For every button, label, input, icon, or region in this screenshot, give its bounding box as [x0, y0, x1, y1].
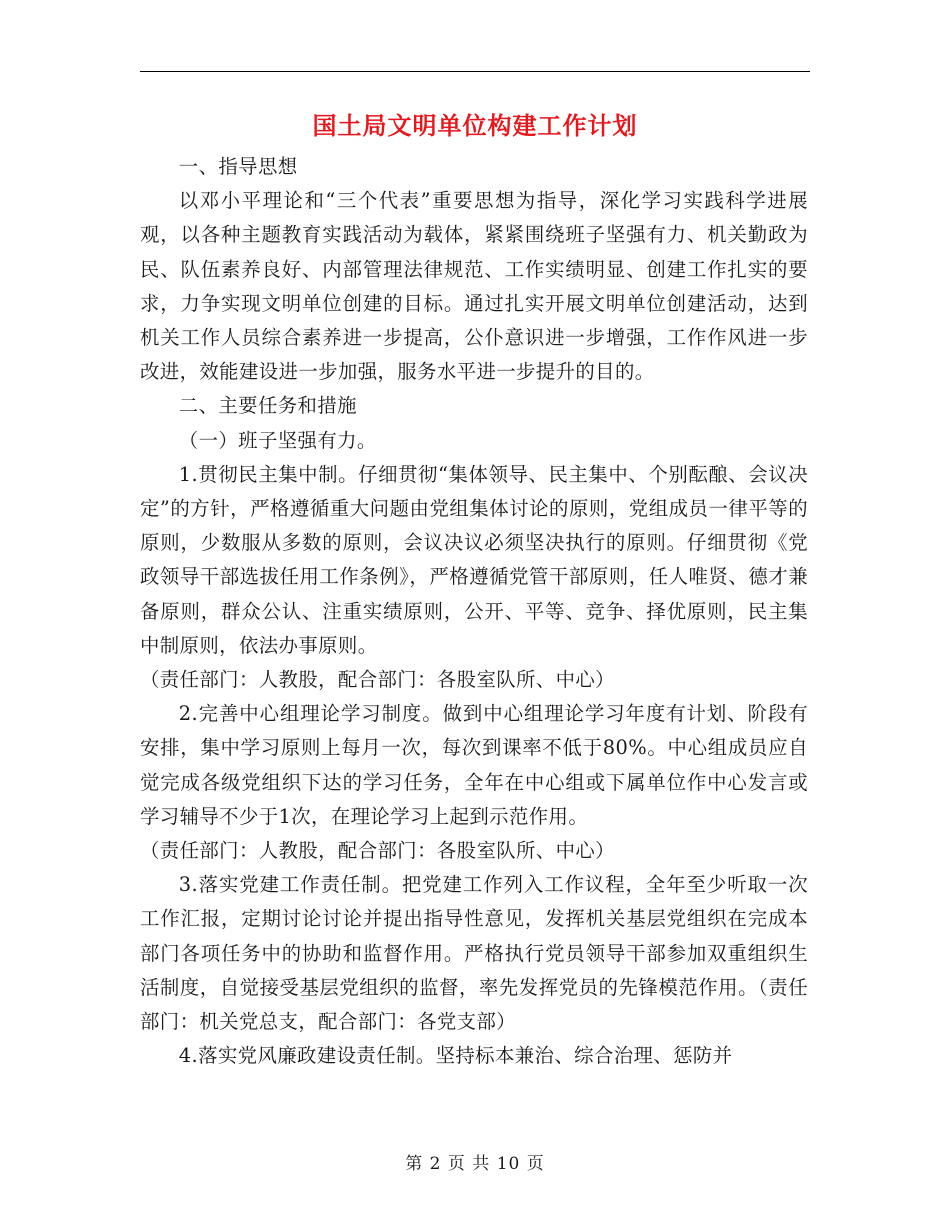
- paragraph-item-1: 1.贯彻民主集中制。仔细贯彻“集体领导、民主集中、个别酝酿、会议决定”的方针，严格遵循重大问题由党组集体讨论的原则，党组成员一律平等的原则，少数服从多数的原则，会议决议必须坚决执行的原则。仔细贯彻《党政领导干部选拔任用工作条例》，严格遵循党管干部原则，任人唯贤、德才兼备原则，群众公认、注重实绩原则，公开、平等、竞争、择优原则，民主集中制原则，依法办事原则。: [140, 462, 808, 657]
- heading-guiding-ideology: 一、指导思想: [178, 155, 298, 178]
- page-footer: 第 2 页 共 10 页: [405, 1154, 545, 1174]
- paragraph-guiding-ideology: 以邓小平理论和“三个代表”重要思想为指导，深化学习实践科学进展观，以各种主题教育实践活动为载体，紧紧围绕班子坚强有力、机关勤政为民、队伍素养良好、内部管理法律规范、工作实绩明显、创建工作扎实的要求，力争实现文明单位创建的目标。通过扎实开展文明单位创建活动，达到机关工作人员综合素养进一步提高，公仆意识进一步增强，工作作风进一步改进，效能建设进一步加强，服务水平进一步提升的目的。: [140, 189, 808, 384]
- header-rule: [140, 71, 810, 72]
- document-body: [140, 150, 808, 1073]
- document-title: 国土局文明单位构建工作计划: [312, 111, 638, 140]
- paragraph-item-2: 2.完善中心组理论学习制度。做到中心组理论学习年度有计划、阶段有安排，集中学习原则上每月一次，每次到课率不低于80%。中心组成员应自觉完成各级党组织下达的学习任务，全年在中心组或下属单位作中心发言或学习辅导不少于1次，在理论学习上起到示范作用。: [140, 702, 808, 828]
- heading-main-tasks: 二、主要任务和措施: [178, 394, 357, 418]
- paragraph-item-3: 3.落实党建工作责任制。把党建工作列入工作议程，全年至少听取一次工作汇报，定期讨论讨论并提出指导性意见，发挥机关基层党组织在完成本部门各项任务中的协助和监督作用。严格执行党员领导干部参加双重组织生活制度，自觉接受基层党组织的监督，率先发挥党员的先锋模范作用。（责任部门：机关党总支，配合部门：各党支部）: [140, 873, 808, 1034]
- responsibility-note-2: （责任部门：人教股，配合部门：各股室队所、中心）: [140, 839, 615, 863]
- subheading-leadership: （一）班子坚强有力。: [178, 428, 377, 452]
- responsibility-note-1: （责任部门：人教股，配合部门：各股室队所、中心）: [140, 668, 615, 692]
- paragraph-item-4: 4.落实党风廉政建设责任制。坚持标本兼治、综合治理、惩防并: [178, 1044, 733, 1068]
